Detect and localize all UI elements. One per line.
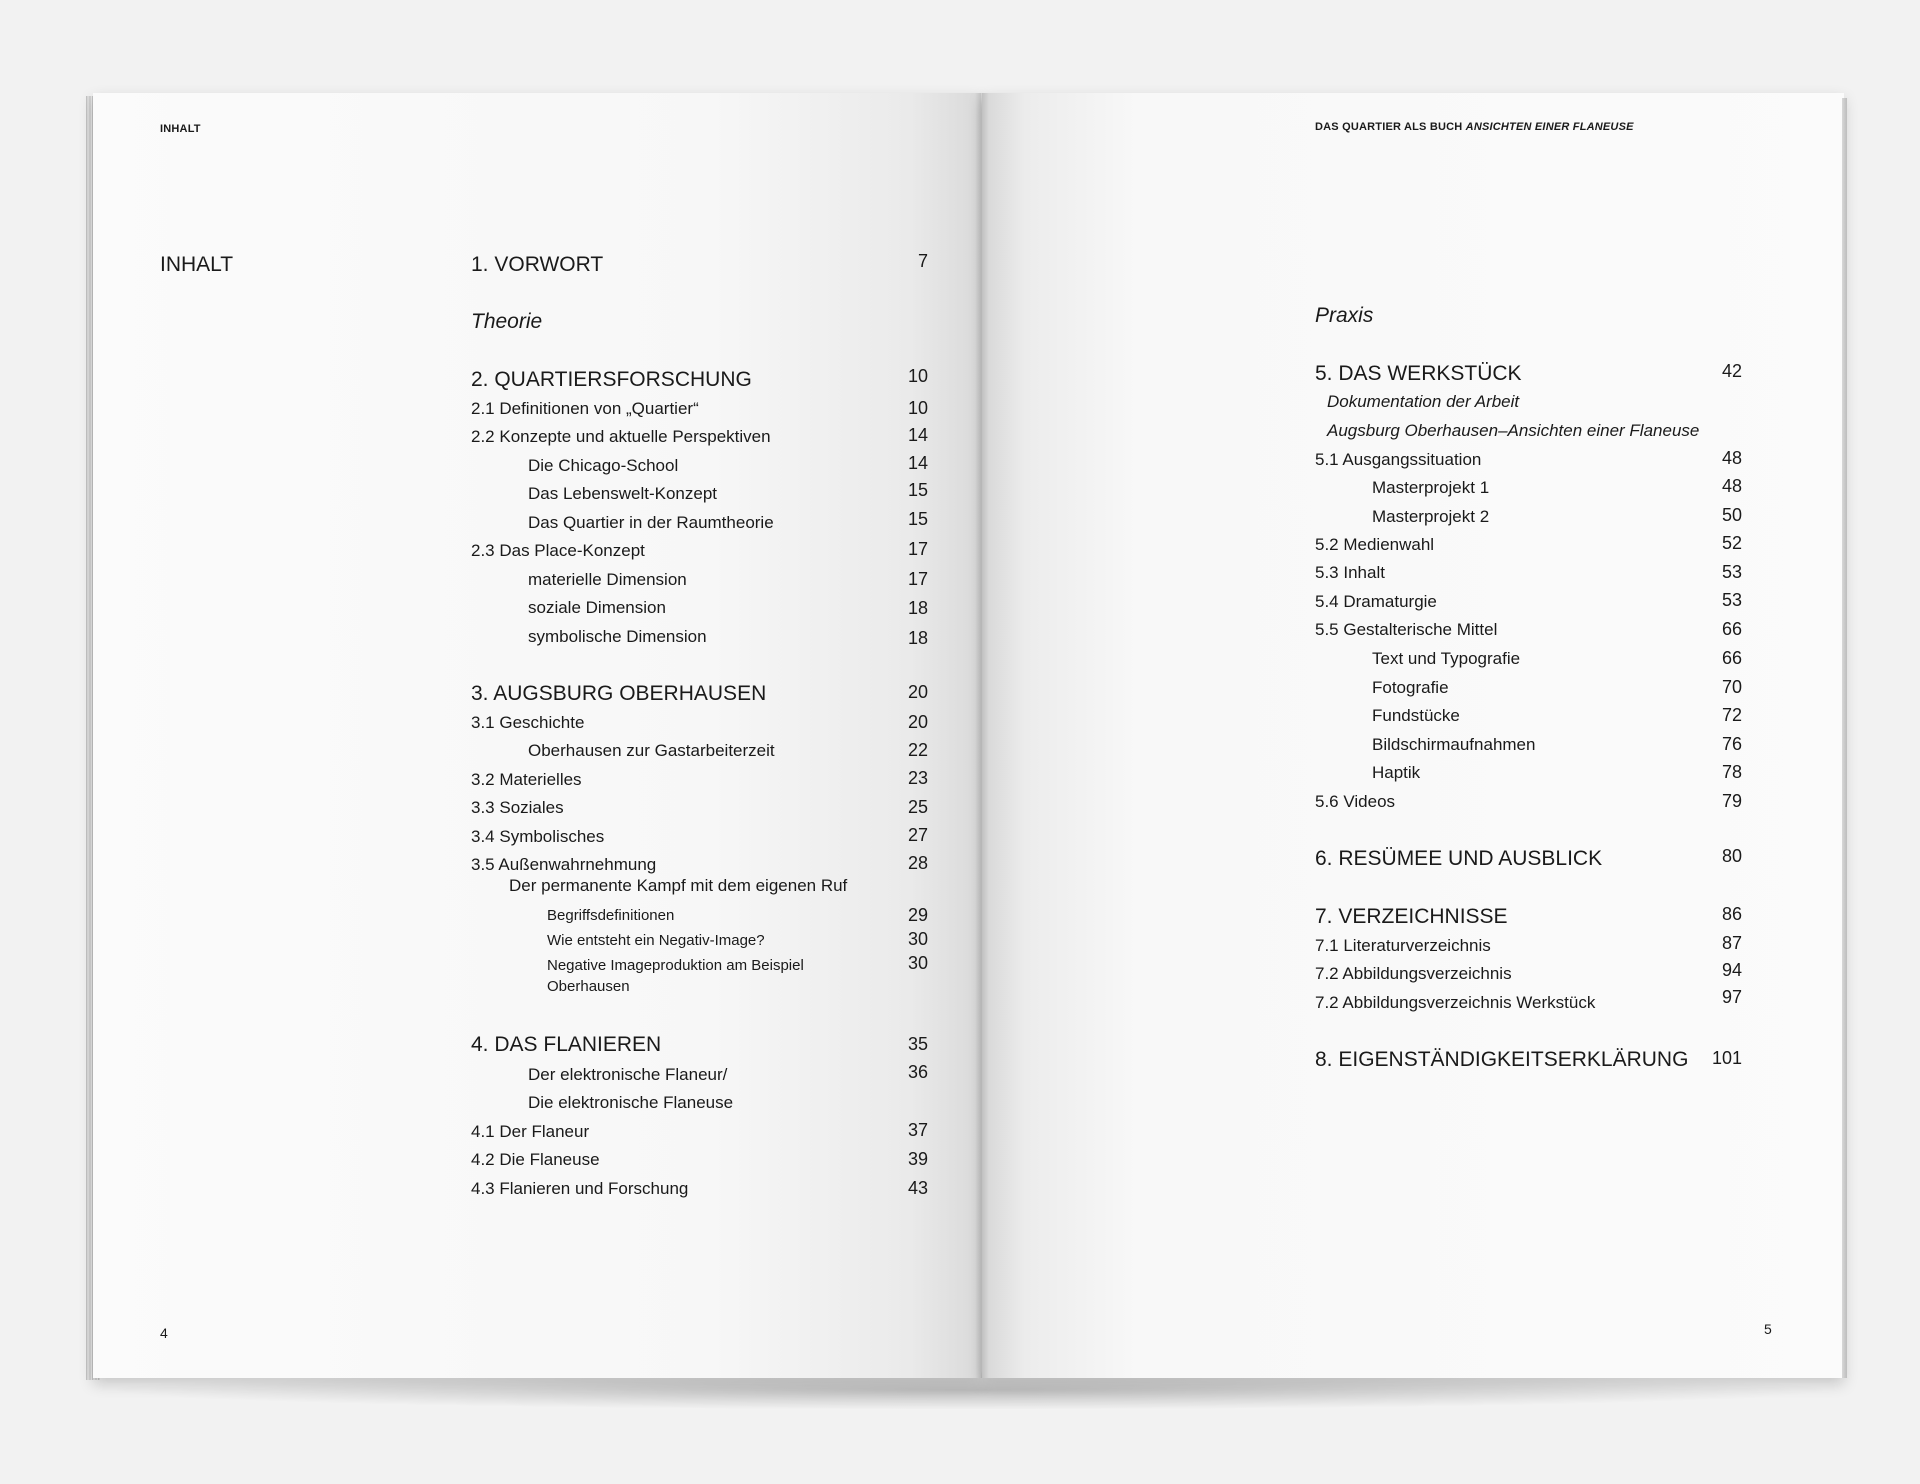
toc-page-quartiersforschung: 10 [907, 366, 928, 386]
toc-entry-negativprod-cont: Oberhausen [547, 978, 630, 995]
toc-page-7-2b: 97 [1721, 987, 1742, 1007]
toc-page-7-1: 87 [1721, 933, 1742, 953]
toc-page-2-1: 10 [907, 398, 928, 418]
left-folio: 4 [160, 1325, 168, 1341]
toc-part-theorie: Theorie [471, 310, 543, 333]
toc-sub-augsburg-ansichten: Augsburg Oberhausen–Ansichten einer Flaneuse [1327, 421, 1700, 440]
left-running-head: INHALT [160, 123, 201, 135]
toc-entry-negativ: Wie entsteht ein Negativ-Image? [547, 932, 765, 949]
toc-page-3-1: 20 [907, 712, 928, 732]
toc-entry-text-typo: Text und Typografie [1372, 649, 1521, 668]
toc-entry-fotografie: Fotografie [1372, 678, 1449, 697]
toc-page-masterprojekt-1: 48 [1721, 476, 1742, 496]
page-edges-right [1842, 98, 1847, 1378]
toc-entry-haptik: Haptik [1372, 763, 1421, 782]
toc-page-raumtheorie: 15 [907, 509, 928, 529]
toc-page-5-4: 53 [1721, 590, 1742, 610]
toc-page-resumee: 80 [1721, 846, 1742, 866]
toc-entry-4-1: 4.1 Der Flaneur [471, 1122, 590, 1141]
toc-page-2-2: 14 [907, 425, 928, 445]
toc-entry-elektro-flaneuse: Die elektronische Flaneuse [528, 1093, 734, 1112]
toc-entry-verzeichnisse: 7. VERZEICHNISSE [1315, 905, 1508, 928]
toc-entry-5-2: 5.2 Medienwahl [1315, 535, 1435, 554]
toc-entry-5-6: 5.6 Videos [1315, 792, 1396, 811]
toc-page-3-3: 25 [907, 797, 928, 817]
toc-page-lebenswelt: 15 [907, 480, 928, 500]
toc-page-negativprod: 30 [907, 953, 928, 973]
toc-page-5-1: 48 [1721, 448, 1742, 468]
toc-entry-7-1: 7.1 Literaturverzeichnis [1315, 936, 1491, 955]
toc-page-fundstuecke: 72 [1721, 705, 1742, 725]
toc-page-soziale: 18 [907, 598, 928, 618]
toc-entry-2-2: 2.2 Konzepte und aktuelle Perspektiven [471, 427, 771, 446]
running-head-italic: ANSICHTEN EINER FLANEUSE [1465, 121, 1634, 133]
toc-page-3-5: 28 [907, 853, 928, 873]
toc-entry-bildschirm: Bildschirmaufnahmen [1372, 735, 1536, 754]
toc-entry-augsburg: 3. AUGSBURG OBERHAUSEN [471, 682, 767, 705]
toc-entry-2-3: 2.3 Das Place-Konzept [471, 541, 645, 560]
toc-entry-chicago: Die Chicago-School [528, 456, 679, 475]
book-spine [975, 93, 989, 1378]
toc-page-2-3: 17 [907, 539, 928, 559]
toc-entry-flanieren: 4. DAS FLANIEREN [471, 1033, 662, 1056]
toc-page-4-3: 43 [907, 1178, 928, 1198]
toc-entry-materielle: materielle Dimension [528, 570, 687, 589]
right-page [982, 93, 1844, 1378]
toc-entry-3-5: 3.5 Außenwahrnehmung [471, 855, 657, 874]
toc-page-symbolische: 18 [907, 628, 928, 648]
toc-entry-negativprod: Negative Imageproduktion am Beispiel [547, 957, 804, 974]
toc-entry-2-1: 2.1 Definitionen von „Quartier“ [471, 399, 699, 418]
toc-page-eigenstaendigkeit: 101 [1711, 1048, 1742, 1068]
toc-page-5-3: 53 [1721, 562, 1742, 582]
toc-entry-4-3: 4.3 Flanieren und Forschung [471, 1179, 689, 1198]
toc-entry-3-4: 3.4 Symbolisches [471, 827, 605, 846]
toc-page-3-2: 23 [907, 768, 928, 788]
toc-entry-4-2: 4.2 Die Flaneuse [471, 1150, 600, 1169]
toc-entry-masterprojekt-1: Masterprojekt 1 [1372, 478, 1490, 497]
toc-entry-masterprojekt-2: Masterprojekt 2 [1372, 507, 1490, 526]
toc-page-4-2: 39 [907, 1149, 928, 1169]
toc-entry-5-3: 5.3 Inhalt [1315, 563, 1385, 582]
toc-page-chicago: 14 [907, 453, 928, 473]
toc-entry-soziale: soziale Dimension [528, 598, 666, 617]
toc-sub-doku: Dokumentation der Arbeit [1327, 392, 1520, 411]
toc-entry-vorwort: 1. VORWORT [471, 253, 604, 276]
toc-page-3-4: 27 [907, 825, 928, 845]
running-head-plain: DAS QUARTIER ALS BUCH [1315, 121, 1466, 133]
toc-entry-elektro-flaneur: Der elektronische Flaneur/ [528, 1065, 728, 1084]
toc-entry-fundstuecke: Fundstücke [1372, 706, 1460, 725]
toc-page-materielle: 17 [907, 569, 928, 589]
toc-page-5-5: 66 [1721, 619, 1742, 639]
toc-page-5-6: 79 [1721, 791, 1742, 811]
toc-entry-symbolische: symbolische Dimension [528, 627, 707, 646]
toc-page-augsburg: 20 [907, 682, 928, 702]
toc-entry-resumee: 6. RESÜMEE UND AUSBLICK [1315, 847, 1603, 870]
toc-entry-3-1: 3.1 Geschichte [471, 713, 585, 732]
toc-page-verzeichnisse: 86 [1721, 904, 1742, 924]
right-folio: 5 [1764, 1321, 1772, 1337]
toc-page-begriffs: 29 [907, 905, 928, 925]
toc-page-negativ: 30 [907, 929, 928, 949]
toc-part-praxis: Praxis [1315, 304, 1374, 327]
left-page [93, 93, 981, 1378]
toc-entry-7-2b: 7.2 Abbildungsverzeichnis Werkstück [1315, 993, 1596, 1012]
toc-page-4-1: 37 [907, 1120, 928, 1140]
toc-entry-5-4: 5.4 Dramaturgie [1315, 592, 1437, 611]
toc-heading: INHALT [160, 253, 234, 276]
toc-page-haptik: 78 [1721, 762, 1742, 782]
toc-page-bildschirm: 76 [1721, 734, 1742, 754]
toc-page-text-typo: 66 [1721, 648, 1742, 668]
toc-page-masterprojekt-2: 50 [1721, 505, 1742, 525]
toc-page-flanieren: 35 [907, 1034, 928, 1054]
toc-entry-werkstueck: 5. DAS WERKSTÜCK [1315, 362, 1522, 385]
toc-entry-eigenstaendigkeit: 8. EIGENSTÄNDIGKEITSERKLÄRUNG [1315, 1048, 1689, 1071]
toc-entry-3-3: 3.3 Soziales [471, 798, 564, 817]
toc-entry-kampf: Der permanente Kampf mit dem eigenen Ruf [509, 876, 848, 895]
toc-page-fotografie: 70 [1721, 677, 1742, 697]
toc-entry-5-1: 5.1 Ausgangssituation [1315, 450, 1482, 469]
toc-entry-begriffs: Begriffsdefinitionen [547, 907, 675, 924]
toc-page-vorwort: 7 [917, 251, 928, 271]
toc-page-werkstueck: 42 [1721, 361, 1742, 381]
toc-page-5-2: 52 [1721, 533, 1742, 553]
toc-entry-raumtheorie: Das Quartier in der Raumtheorie [528, 513, 774, 532]
toc-entry-7-2a: 7.2 Abbildungsverzeichnis [1315, 964, 1512, 983]
toc-entry-5-5: 5.5 Gestalterische Mittel [1315, 620, 1498, 639]
toc-entry-3-2: 3.2 Materielles [471, 770, 582, 789]
right-running-head [1315, 121, 1634, 133]
toc-entry-quartiersforschung: 2. QUARTIERSFORSCHUNG [471, 368, 752, 391]
toc-entry-lebenswelt: Das Lebenswelt-Konzept [528, 484, 718, 503]
toc-entry-gastarbeiter: Oberhausen zur Gastarbeiterzeit [528, 741, 775, 760]
toc-page-gastarbeiter: 22 [907, 740, 928, 760]
toc-page-7-2a: 94 [1721, 960, 1742, 980]
toc-page-elektro: 36 [907, 1062, 928, 1082]
